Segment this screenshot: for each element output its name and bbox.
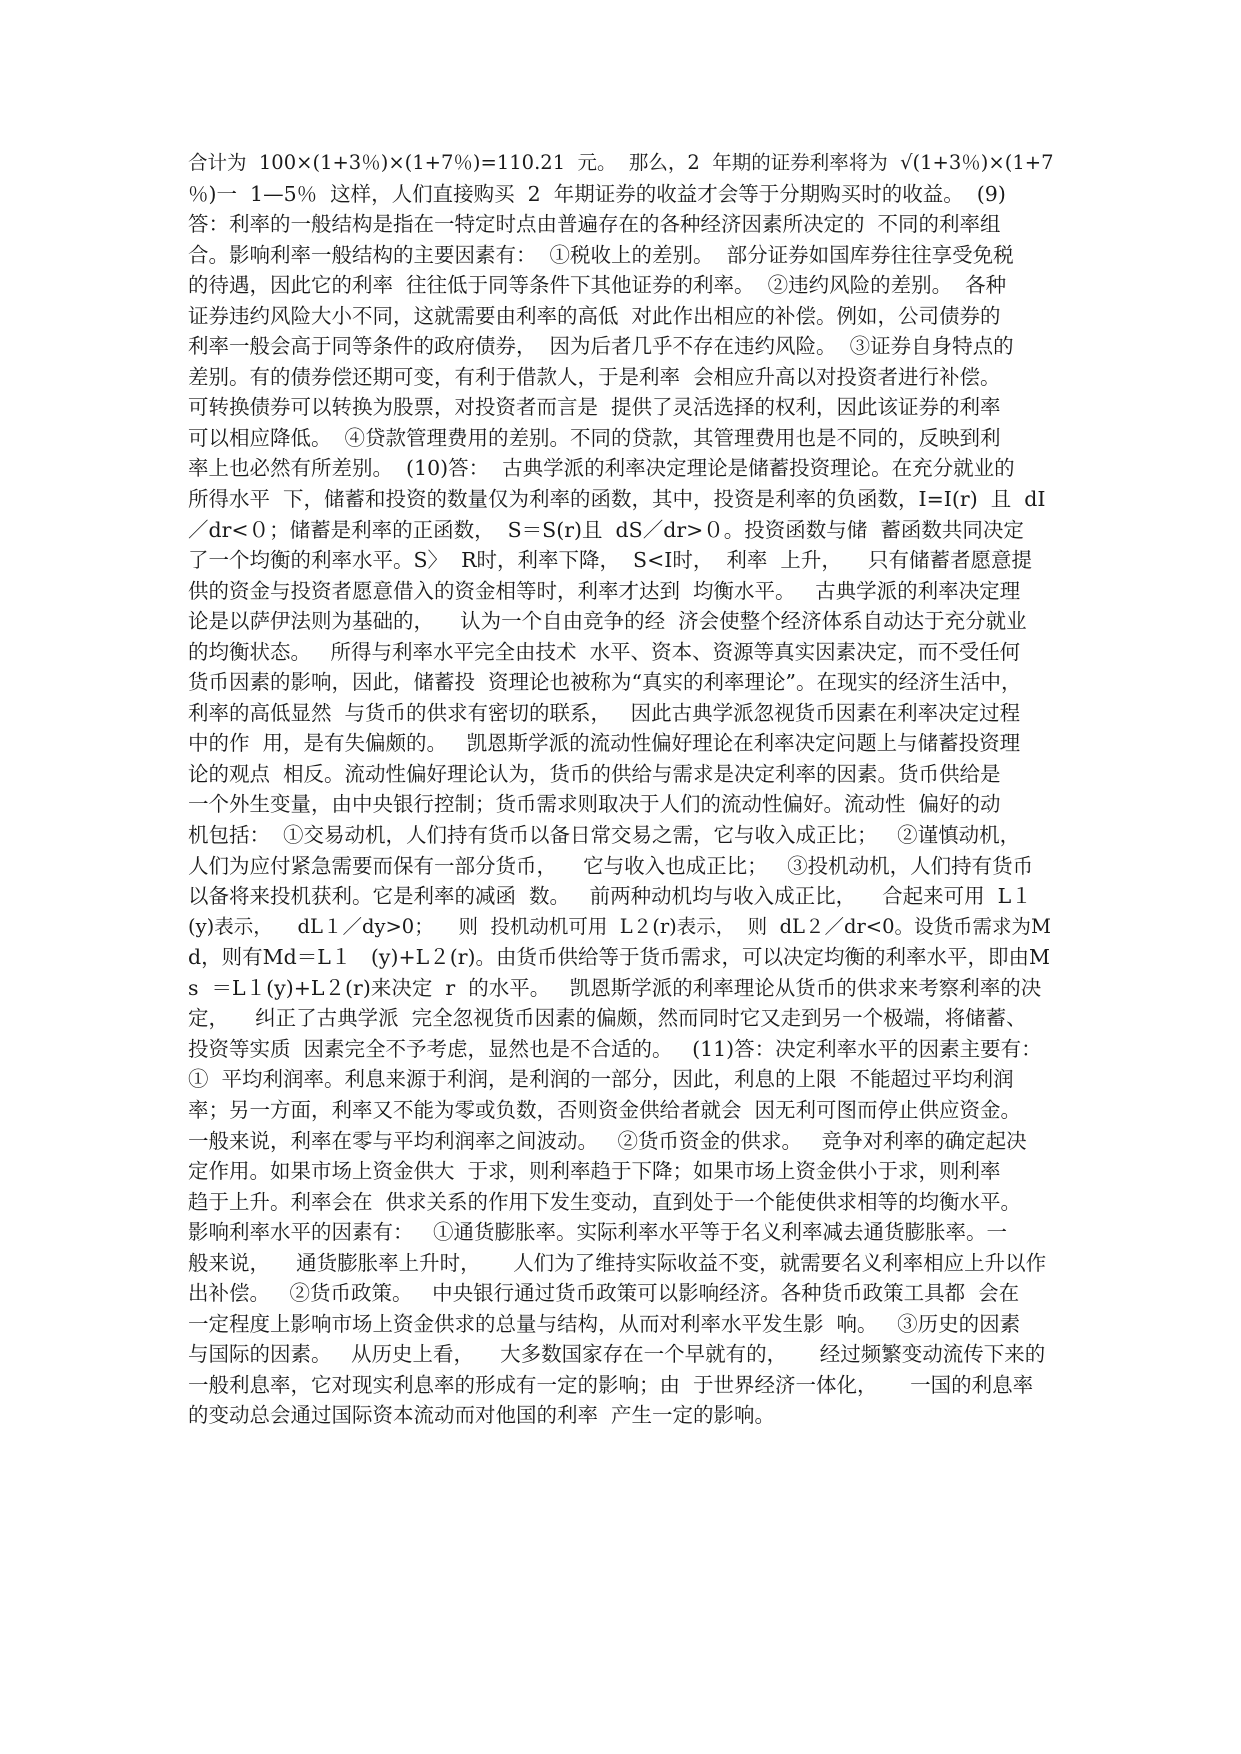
text-line: 论是以萨伊法则为基础的， 认为一个自由竞争的经 济会使整个经济体系自动达于充分就业: [188, 609, 1027, 634]
text-line: 利率的高低显然 与货币的供求有密切的联系， 因此古典学派忽视货币因素在利率决定过程: [188, 700, 1021, 725]
text-line: 一般来说，利率在零与平均利润率之间波动。 ②货币资金的供求。 竞争对利率的确定起决: [188, 1128, 1027, 1153]
text-line: 了一个均衡的利率水平。S〉 R时，利率下降， S<I时， 利率 上升， 只有储蓄者愿意提: [188, 548, 1032, 573]
text-line: s ＝L１(y)+L２(r)来决定 r 的水平。 凯恩斯学派的利率理论从货币的供求来考察利率的决: [188, 975, 1042, 1000]
text-line: (y)表示， dL１／dy>0； 则 投机动机可用 L２(r)表示， 则 dL２／dr<0。设货币需求为M: [188, 914, 1052, 938]
text-line: 合。影响利率一般结构的主要因素有： ①税收上的差别。 部分证券如国库券往往享受免税: [188, 242, 1014, 267]
text-line: 货币因素的影响，因此，储蓄投 资理论也被称为“真实的利率理论”。在现实的经济生活中，: [188, 670, 1022, 695]
text-line: ／dr<０；储蓄是利率的正函数， S＝S(r)且 dS／dr>０。投资函数与储 蓄函数共同决定: [188, 517, 1024, 542]
text-line: 可以相应降低。 ④贷款管理费用的差别。不同的贷款，其管理费用也是不同的，反映到利: [188, 425, 1001, 450]
text-line: 以备将来投机获利。它是利率的减函 数。 前两种动机均与收入成正比， 合起来可用 L１: [188, 884, 1032, 909]
text-line: 论的观点 相反。流动性偏好理论认为，货币的供给与需求是决定利率的因素。货币供给是: [188, 761, 1001, 786]
text-line: 般来说， 通货膨胀率上升时， 人们为了维持实际收益不变，就需要名义利率相应上升以作: [188, 1250, 1047, 1275]
text-line: ％)一 1—5％ 这样，人们直接购买 2 年期证券的收益才会等于分期购买时的收益。 (9): [188, 181, 1006, 206]
text-line: 答：利率的一般结构是指在一特定时点由普遍存在的各种经济因素所决定的 不同的利率组: [188, 212, 1001, 237]
text-line: 一定程度上影响市场上资金供求的总量与结构，从而对利率水平发生影 响。 ③历史的因素: [188, 1311, 1021, 1336]
text-line: 机包括： ①交易动机，人们持有货币以备日常交易之需，它与收入成正比； ②谨慎动机，: [188, 823, 1021, 848]
text-line: d，则有Md＝L１ (y)+L２(r)。由货币供给等于货币需求，可以决定均衡的利率水平，即由M: [188, 945, 1051, 970]
text-line: 一般利息率，它对现实利息率的形成有一定的影响；由 于世界经济一体化， 一国的利息率: [188, 1372, 1034, 1397]
text-line: 人们为应付紧急需要而保有一部分货币， 它与收入也成正比； ③投机动机，人们持有货币: [188, 853, 1034, 878]
text-line: 供的资金与投资者愿意借入的资金相等时，利率才达到 均衡水平。 古典学派的利率决定理: [188, 578, 1021, 603]
text-line: 的待遇，因此它的利率 往往低于同等条件下其他证券的利率。 ②违约风险的差别。 各种: [188, 273, 1007, 298]
text-line: 中的作 用，是有失偏颇的。 凯恩斯学派的流动性偏好理论在利率决定问题上与储蓄投资理: [188, 731, 1021, 756]
text-line: 趋于上升。利率会在 供求关系的作用下发生变动，直到处于一个能使供求相等的均衡水平。: [188, 1189, 1022, 1214]
text-line: 证券违约风险大小不同，这就需要由利率的高低 对此作出相应的补偿。例如，公司债券的: [188, 303, 1001, 328]
text-line: 所得水平 下，储蓄和投资的数量仅为利率的函数，其中，投资是利率的负函数，I=I(r) 且 dI: [188, 487, 1046, 512]
text-line: 一个外生变量，由中央银行控制；货币需求则取决于人们的流动性偏好。流动性 偏好的动: [188, 792, 1001, 817]
text-line: 定作用。如果市场上资金供大 于求，则利率趋于下降；如果市场上资金供小于求，则利率: [188, 1159, 1001, 1184]
text-line: 的均衡状态。 所得与利率水平完全由技术 水平、资本、资源等真实因素决定，而不受任何: [188, 639, 1021, 664]
text-line: 利率一般会高于同等条件的政府债券， 因为后者几乎不存在违约风险。 ③证券自身特点的: [188, 334, 1014, 359]
text-line: 影响利率水平的因素有： ①通货膨胀率。实际利率水平等于名义利率减去通货膨胀率。一: [188, 1220, 1008, 1245]
text-line: 率；另一方面，利率又不能为零或负数，否则资金供给者就会 因无利可图而停止供应资金。: [188, 1097, 1022, 1122]
text-line: 率上也必然有所差别。 (10)答： 古典学派的利率决定理论是储蓄投资理论。在充分就业的: [188, 456, 1015, 481]
text-line: 与国际的因素。 从历史上看， 大多数国家存在一个早就有的， 经过频繁变动流传下来的: [188, 1342, 1046, 1367]
text-line: 合计为 100×(1+3％)×(1+7％)=110.21 元。 那么，2 年期的证券利率将为 √(1+3％)×(1+7: [188, 151, 1054, 174]
text-line: 定， 纠正了古典学派 完全忽视货币因素的偏颇，然而同时它又走到另一个极端，将储蓄、: [188, 1006, 1027, 1031]
text-line: 差别。有的债券偿还期可变，有利于借款人，于是利率 会相应升高以对投资者进行补偿。: [188, 364, 1001, 389]
body-text: [188, 148, 1058, 1431]
text-line: 投资等实质 因素完全不予考虑，显然也是不合适的。 (11)答：决定利率水平的因素主要有：: [188, 1036, 1042, 1061]
text-line: 出补偿。 ②货币政策。 中央银行通过货币政策可以影响经济。各种货币政策工具都 会在: [188, 1281, 1020, 1306]
text-line: 可转换债券可以转换为股票，对投资者而言是 提供了灵活选择的权利，因此该证券的利率: [188, 395, 1001, 420]
text-line: ① 平均利润率。利息来源于利润，是利润的一部分，因此，利息的上限 不能超过平均利润: [188, 1067, 1014, 1092]
text-line: 的变动总会通过国际资本流动而对他国的利率 产生一定的影响。: [188, 1403, 776, 1428]
